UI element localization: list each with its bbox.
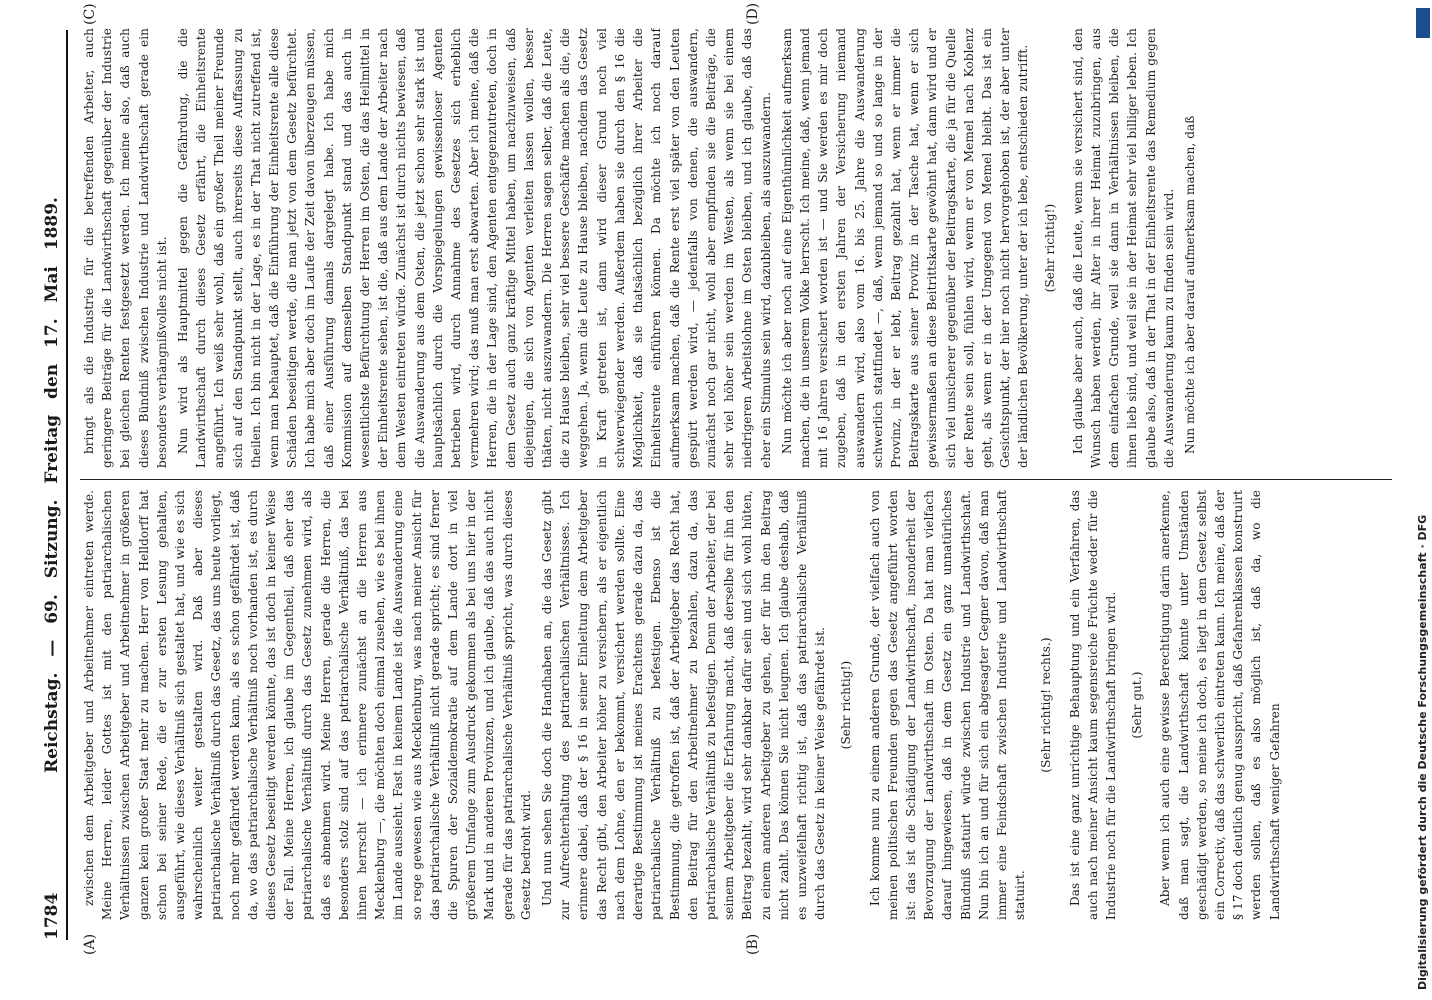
paragraph: Und nun sehen Sie doch die Handhaben an, die das Gesetz gibt zur Aufrechterhaltung des patriarchalischen Verhältnisses. Ich erinnere dabei, daß der § 16 in seiner Einleitung dem Arbeitgeber das Recht gibt, den Arbeiter höher zu versichern, als er eigentlich nach dem Lohne, den er bekommt, versichert werden sollte. Eine derartige Bestimmung ist meines Erachtens gerade dazu da, das patriarchalische Verhältniß zu befestigen. Ebenso ist die Bestimmung, die getroffen ist, daß der Arbeitgeber das Recht hat, den Beitrag für den Arbeitnehmer zu bezahlen, dazu da, das patriarchalische Verhältniß zu befestigen. Denn der Arbeiter, der bei seinem Arbeitgeber die Erfahrung macht, daß derselbe für ihn den Beitrag bezahlt, wird sehr dankbar dafür sein und sich wohl hüten, zu einem anderen Arbeitgeber zu gehen, der für ihn den Beitrag nicht zahlt. Das können Sie nicht leugnen. Ich glaube deshalb, daß es unzweifelhaft richtig ist, daß das patriarchalische Verhältniß durch das Gesetz in keiner Weise gefährdet ist. xyxy=(540,490,828,920)
digitization-credit xyxy=(1412,0,1432,1000)
margin-marker-c: (C) xyxy=(82,3,98,25)
paragraph: Aber wenn ich auch eine gewisse Berechtigung darin anerkenne, daß man sagt, die Landwirthschaft könnte unter Umständen geschädigt werden, so meine ich doch, es liegt in dem Gesetz selbst ein Correctiv, daß das schwerlich eintreten kann. Ich meine, daß der § 17 doch deutlich genug ausspricht, daß Gefahrenklassen konstruirt werden sollen, daß es also möglich ist, daß da, wo die Landwirthschaft weniger Gefahren xyxy=(1158,490,1282,920)
paragraph: Nun möchte ich aber darauf aufmerksam machen, daß xyxy=(1182,115,1197,454)
paragraph: bringt als die Industrie für die betreffenden Arbeiter, auch geringere Beiträge für die Landwirthschaft gegenüber der Industrie bei gleichen Renten festgesetzt werden. Ich meine also, daß auch dieses Bündniß zwischen Industrie und Landwirthschaft gerade ein besonders verhängnißvolles nicht ist. xyxy=(82,28,169,468)
interjection: (Sehr richtig!) xyxy=(1042,203,1057,293)
column-divider xyxy=(80,479,1392,480)
paragraph: Das ist eine ganz unrichtige Behauptung und ein Verfahren, das auch nach meiner Ansicht kaum segensreiche Früchte weder für die Industrie noch für die Landwirthschaft bringen wird. xyxy=(1067,490,1118,920)
page-number: 1784 xyxy=(42,892,62,940)
paragraph: Ich glaube aber auch, daß die Leute, wenn sie versichert sind, den Wunsch haben werden, ihr Alter in ihrer Heimat zuzubringen, aus dem einfachen Grunde, weil sie dann in Verhältnissen bleiben, die ihnen lieb sind, und weil sie in der Heimat sehr viel billiger leben. Ich glaube also, daß in der That in der Einheitsrente das Remedium gegen die Auswanderung kaum zu finden sein wird. xyxy=(1070,28,1176,468)
paragraph: Nun wird als Hauptmittel gegen die Gefährdung, die die Landwirthschaft durch dieses Gesetz erfährt, die Einheitsrente angeführt. Ich weiß sehr wohl, daß ein großer Theil meiner Freunde sich auf den Standpunkt stellt, auch ihrerseits diese Auffassung zu theilen. Ich bin nicht in der Lage, es in der That nicht zutreffend ist, wenn man behauptet, daß die Einführung der Einheitsrente alle diese Schäden beseitigen werde, die man jetzt von dem Gesetz befürchtet. Ich habe mich aber doch im Laufe der Zeit davon überzeugen müssen, daß einer Ausführung damals dargelegt habe. Ich habe mich Kommission auf demselben Standpunkt stand und das auch in wesentlichste Befürchtung der Herren im Osten, die das Heilmittel in der Einheitsrente sehen, ist die, daß aus dem Lande der Arbeiter nach dem Westen eintreten würde. Zunächst ist durch nichts bewiesen, daß die Auswanderung aus dem Osten, die jetzt schon sehr stark ist und hauptsächlich durch die Vorspiegelungen gewissenloser Agenten betrieben wird, durch Annahme des Gesetzes sich erheblich vermehren wird; das muß man erst abwarten. Aber ich meine, daß die Herren, die in der Lage sind, den Agenten entgegenzutreten, doch in dem Gesetz auch ganz kräftige Mittel haben, um nachzuweisen, daß diejenigen, die sich von Agenten verleiten lassen wollen, besser thäten, nicht auszuwandern. Die Herren sagen selber, daß die Leute, die zu Hause bleiben, sehr viel bessere Geschäfte machen als die, die weggehen. Ja, wenn die Leute zu Hause bleiben, nachdem das Gesetz in Kraft getreten ist, dann wird dieser Grund noch viel schwerwiegender werden. Außerdem haben sie durch den § 16 die Möglichkeit, daß sie thatsächlich bezüglich ihrer Arbeiter die Einheitsrente einführen können. Da möchte ich noch darauf aufmerksam machen, daß die Rente erst viel später von den Leuten gespürt werden wird, — jedenfalls von denen, die auswandern, zunächst noch gar nicht, wohl aber empfinden sie die Beiträge, die sehr viel höher sein werden im Westen, als wenn sie bei einem niedrigeren Arbeitslohne im Osten bleiben, und ich glaube, daß das eher ein Stimulus sein wird, dazubleiben, als auszuwandern. xyxy=(176,28,773,468)
page-header-title: Reichstag. — 69. Sitzung. Freitag den 17. Mai 1889. xyxy=(42,197,62,773)
paragraph: Nun möchte ich aber noch auf eine Eigenthümlichkeit aufmerksam machen, die in unserem Volke herrscht. Ich meine, daß, wenn jemand mit 16 Jahren versichert worden ist — und Sie werden es mir doch zugeben, daß in den ersten Jahren der Versicherung niemand auswandern wird, also vom 16. bis 25. Jahre die Auswanderung schwerlich stattfindet —, daß, wenn jemand so und so lange in der Provinz, in der er lebt, Beitrag gezahlt hat, wenn er immer die Beitragskarte aus seiner Provinz in der Tasche hat, wenn er sich gewissermaßen an diese Beitrittskarte gewöhnt hat, dann wird und er sich viel unsicherer gegenüber der Beitragskarte, die ja für die Quelle der Rente sein soll, fühlen wird, wenn er von Memel nach Koblenz geht, als wenn er in der Umgegend von Memel bleibt. Das ist ein Gesichtspunkt, der hier noch nicht hervorgehoben ist, der aber unter der ländlichen Bevölkerung, unter der ich lebe, entschieden zutrifft. xyxy=(779,28,1031,468)
interjection: (Sehr gut.) xyxy=(1130,671,1145,739)
text-column-left xyxy=(80,490,1412,920)
text-column-right xyxy=(80,28,1412,468)
interjection: (Sehr richtig! rechts.) xyxy=(1039,637,1054,773)
margin-marker-a: (A) xyxy=(82,933,98,955)
paragraph: zwischen dem Arbeitgeber und Arbeitnehmer eintreten werde. Meine Herren, leider Gottes ist mit den patriarchalischen Verhältnissen zwischen Arbeitgeber und Arbeitnehmer in größeren ganzen kein großer Staat mehr zu machen. Herr von Helldorff hat schon bei seiner Rede, die er zur ersten Lesung gehalten, ausgeführt, wie dieses Verhältniß sich gestaltet hat, und wie es sich wahrscheinlich weiter gestalten wird. Daß aber dieses patriarchalische Verhältniß durch das Gesetz, das uns heute vorliegt, noch mehr gefährdet werden kann, als es schon gefährdet ist, daß da, wo das patriarchalische Verhältniß noch vorhanden ist, es durch dieses Gesetz beseitigt werden könnte, das ist doch in keiner Weise der Fall. Meine Herren, ich glaube im Gegentheil, daß eher das patriarchalische Verhältniß durch das Gesetz zunehmen wird, als daß es abnehmen wird. Meine Herren, gerade die Herren, die besonders stolz sind auf das patriarchalische Verhältniß, das bei ihnen herrscht — ich erinnere zunächst an die Herren aus Mecklenburg —, die möchten doch einmal zusehen, wie es bei ihnen im Lande aussieht. Fast in keinem Lande ist die Auswanderung eine so rege gewesen wie aus Mecklenburg, was nach meiner Ansicht für das patriarchalische Verhältniß nicht gerade spricht; es sind ferner die Spuren der Sozialdemokratie auf dem Lande dort in viel größerem Umfange zum Ausdruck gekommen als bei uns hier in der Mark und in anderen Provinzen, und ich glaube, daß das auch nicht gerade für das patriarchalische Verhältniß spricht, was durch dieses Gesetz bedroht wird. xyxy=(82,490,533,920)
margin-marker-d: (D) xyxy=(745,2,761,25)
paragraph: Ich komme nun zu einem anderen Grunde, der vielfach auch von meinen politischen Freunden gegen das Gesetz angeführt worden ist: das ist die Schädigung der Landwirthschaft, insonderheit der Bevorzugung der Landwirthschaft im Osten. Da hat man vielfach darauf hingewiesen, daß in dem Gesetz ein ganz unnatürliches Bündniß statuirt würde zwischen Industrie und Landwirthschaft. Nun bin ich an und für sich ein abgesagter Gegner davon, daß man immer eine Feindschaft zwischen Industrie und Landwirthschaft statuirt. xyxy=(867,490,1028,920)
interjection: (Sehr richtig!) xyxy=(839,660,854,750)
margin-marker-b: (B) xyxy=(745,933,761,955)
page-header xyxy=(40,30,68,940)
dfg-logo xyxy=(1416,8,1430,38)
credit-text: Digitalisierung gefördert durch die Deutsche Forschungsgemeinschaft · DFG xyxy=(1416,514,1429,990)
